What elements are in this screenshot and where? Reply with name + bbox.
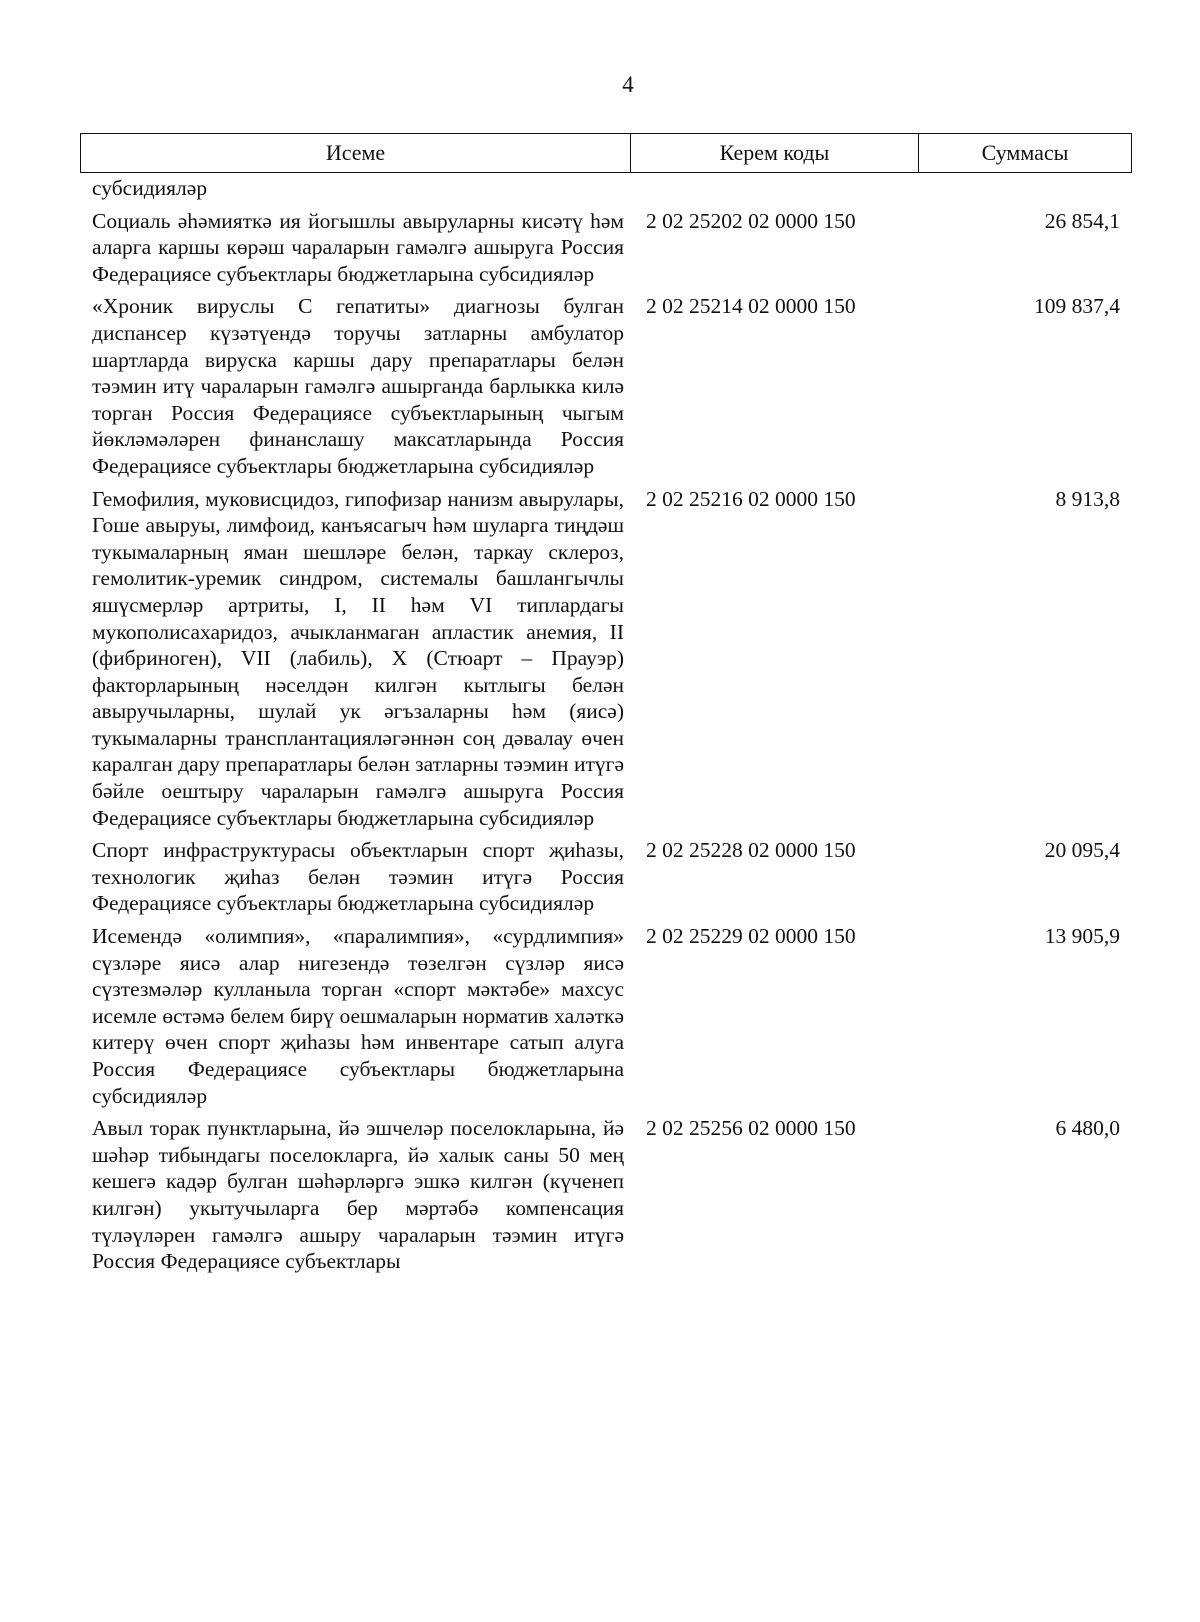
row-sum: 109 837,4	[1034, 294, 1120, 319]
column-header-sum: Суммасы	[981, 140, 1069, 165]
page-number: 4	[622, 72, 634, 97]
row-code: 2 02 25216 02 0000 150	[646, 486, 856, 511]
column-header-code: Керем коды	[631, 134, 919, 172]
row-name: Авыл торак пунктларына, йә эшчеләр поселокларына, йә шәһәр тибындагы поселокларга, йә халык саны 50 мең кешегә кадәр булган шәһәрләргә эшкә килгән (күченеп килгән) укытучыларга бер мәртәбә компенсация түләүләрен гамәлгә ашыру чараларын тәэмин итүгә Россия Федерациясе субъектлары	[92, 1116, 624, 1274]
row-sum: 6 480,0	[1055, 1116, 1120, 1141]
row-sum: 8 913,8	[1055, 486, 1120, 511]
row-code: 2 02 25228 02 0000 150	[646, 838, 856, 863]
table-row	[92, 923, 1132, 1109]
row-name: «Хроник вируслы С гепатиты» диагнозы булган диспансер күзәтүендә торучы затларны амбулатор шартларда вируска каршы дару препаратлары белән тәэмин итү чараларын гамәлгә ашырганда барлыкка килә торган Россия Федерациясе субъектларының чыгым йөкләмәләрен финанслашу максатларында Россия Федерациясе субъектлары бюджетларына субсидияләр	[92, 294, 624, 478]
column-header-name: Исеме	[81, 134, 631, 172]
table-row	[92, 486, 1132, 832]
row-name: Исемендә «олимпия», «паралимпия», «сурдлимпия» сүзләре яисә алар нигезендә төзелгән сүзләр яисә сүзтезмәләр кулланыла торган «спорт мәктәбе» махсус исемле өстәмә белем бирү оешмаларын норматив халәткә китерү өчен спорт җиһазы һәм инвентаре сатып алуга Россия Федерациясе субъектлары бюджетларына субсидияләр	[92, 924, 624, 1108]
table-row-continuation	[92, 175, 1132, 202]
row-code: 2 02 25202 02 0000 150	[646, 208, 856, 233]
continuation-text: субсидияләр	[92, 176, 208, 200]
table-row	[92, 293, 1132, 479]
row-name: Социаль әһәмияткә ия йогышлы авыруларны кисәтү һәм аларга каршы көрәш чараларын гамәлгә ашыруга Россия Федерациясе субъектлары бюджетларына субсидияләр	[92, 208, 624, 286]
row-sum: 20 095,4	[1044, 838, 1120, 863]
table-body	[92, 175, 1132, 1281]
table-row	[92, 1115, 1132, 1275]
row-sum: 26 854,1	[1044, 208, 1120, 233]
row-code: 2 02 25256 02 0000 150	[646, 1116, 856, 1141]
row-name: Гемофилия, муковисцидоз, гипофизар нанизм авырулары, Гоше авыруы, лимфоид, канъясагыч һәм шуларга тиңдәш тукымаларның яман шешләре белән, таркау склероз, гемолитик-уремик синдром, системалы башлангычлы яшүсмерләр артриты, I, II һәм VI типлардагы мукополисахаридоз, ачыкланмаган апластик анемия, II (фибриноген), VII (лабиль), X (Стюарт – Прауэр) факторларының нәселдән килгән кытлыгы белән авыручыларны, шулай ук әгъзаларны һәм (яисә) тукымаларны трансплантацияләгәннән соң дәвалау өчен каралган дару препаратлары белән затларны тәэмин итүгә бәйле оештыру чараларын гамәлгә ашыруга Россия Федерациясе субъектлары бюджетларына субсидияләр	[92, 486, 624, 830]
table-row	[92, 208, 1132, 288]
row-sum: 13 905,9	[1044, 924, 1120, 949]
row-code: 2 02 25229 02 0000 150	[646, 924, 856, 949]
row-name: Спорт инфраструктурасы объектларын спорт җиһазы, технологик җиһаз белән тәэмин итүгә Россия Федерациясе субъектлары бюджетларына субсидияләр	[92, 838, 624, 916]
table-row	[92, 837, 1132, 917]
row-code: 2 02 25214 02 0000 150	[646, 294, 856, 319]
table-header	[80, 133, 1132, 173]
